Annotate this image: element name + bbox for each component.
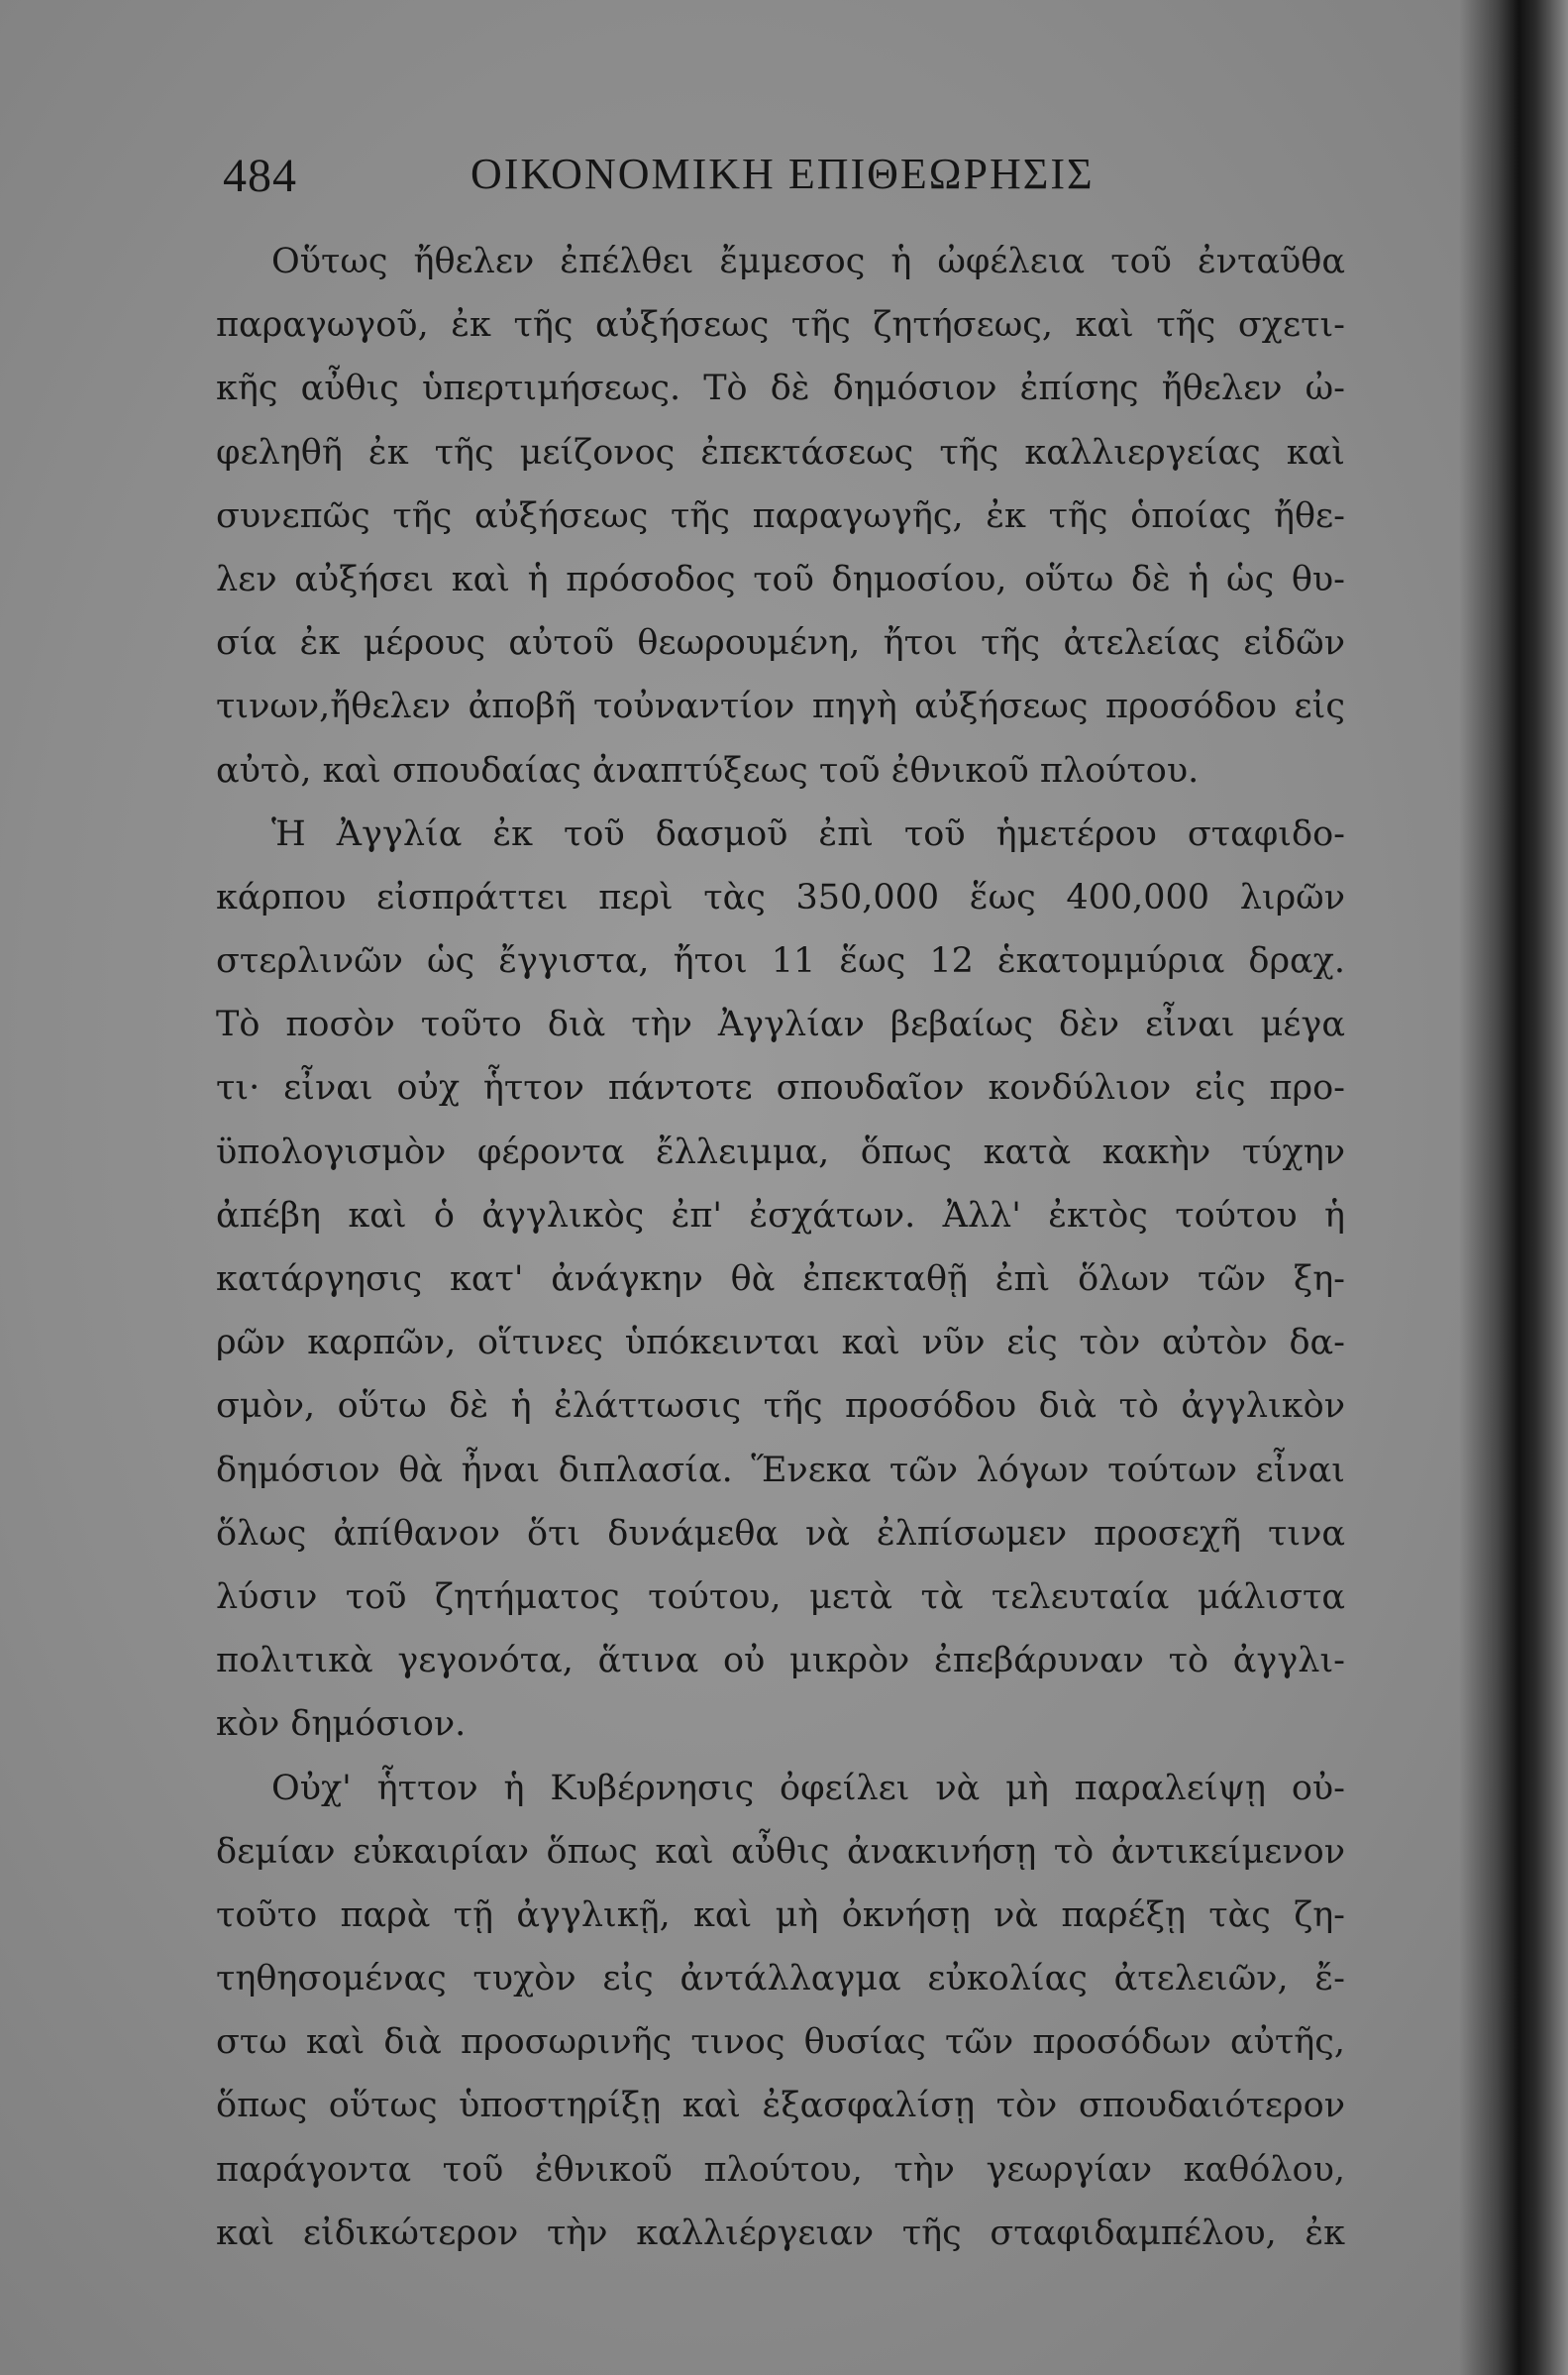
- text-line: τι· εἶναι οὐχ ἧττον πάντοτε σπουδαῖον κονδύλιον εἰς προ-: [216, 1068, 1345, 1109]
- text-line: τοῦτο παρὰ τῇ ἀγγλικῇ, καὶ μὴ ὀκνήσῃ νὰ παρέξῃ τὰς ζη-: [216, 1894, 1345, 1935]
- text-line: λεν αὐξήσει καὶ ἡ πρόσοδος τοῦ δημοσίου, οὕτω δὲ ἡ ὡς θυ-: [216, 559, 1345, 599]
- text-line: Οὕτως ἤθελεν ἐπέλθει ἔμμεσος ἡ ὠφέλεια τοῦ ἐνταῦθα: [271, 242, 1345, 281]
- book-gutter-shadow: [1459, 0, 1568, 2375]
- text-line: στω καὶ διὰ προσωρινῆς τινος θυσίας τῶν προσόδων αὐτῆς,: [216, 2022, 1345, 2063]
- text-line: τηθησομένας τυχὸν εἰς ἀντάλλαγμα εὐκολίας ἀτελειῶν, ἔ-: [216, 1959, 1345, 1999]
- text-line: φεληθῆ ἐκ τῆς μείζονος ἐπεκτάσεως τῆς καλλιεργείας καὶ: [216, 432, 1345, 473]
- body-text: [216, 230, 1345, 2265]
- text-line: τινων,ἤθελεν ἀποβῆ τοὐναντίον πηγὴ αὐξήσεως προσόδου εἰς: [216, 687, 1345, 727]
- text-line: ἀπέβη καὶ ὁ ἀγγλικὸς ἐπ' ἐσχάτων. Ἀλλ' ἐκτὸς τούτου ἡ: [216, 1195, 1345, 1236]
- text-line: δεμίαν εὐκαιρίαν ὅπως καὶ αὖθις ἀνακινήσῃ τὸ ἀντικείμενον: [216, 1831, 1345, 1872]
- text-line: παράγοντα τοῦ ἐθνικοῦ πλούτου, τὴν γεωργίαν καθόλου,: [216, 2149, 1345, 2190]
- paragraph-2: [216, 803, 1345, 1757]
- text-line: Οὐχ' ἧττον ἡ Κυβέρνησις ὀφείλει νὰ μὴ παραλείψῃ οὐ-: [271, 1768, 1345, 1808]
- text-line: κῆς αὖθις ὑπερτιμήσεως. Τὸ δὲ δημόσιον ἐπίσης ἤθελεν ὠ-: [216, 369, 1345, 409]
- running-title: ΟΙΚΟΝΟΜΙΚΗ ΕΠΙΘΕΩΡΗΣΙΣ: [470, 150, 1095, 198]
- page-header: [223, 149, 1293, 208]
- text-line: κὸν δημόσιον.: [216, 1704, 467, 1745]
- text-line: σία ἐκ μέρους αὐτοῦ θεωρουμένη, ἤτοι τῆς ἀτελείας εἰδῶν: [216, 623, 1345, 664]
- text-line: καὶ εἰδικώτερον τὴν καλλιέργειαν τῆς σταφιδαμπέλου, ἐκ: [216, 2213, 1345, 2253]
- text-line: δημόσιον θὰ ἦναι διπλασία. Ἕνεκα τῶν λόγων τούτων εἶναι: [216, 1450, 1345, 1490]
- text-line: ϋπολογισμὸν φέροντα ἔλλειμμα, ὅπως κατὰ κακὴν τύχην: [216, 1132, 1345, 1172]
- text-line: λύσιν τοῦ ζητήματος τούτου, μετὰ τὰ τελευταία μάλιστα: [216, 1576, 1345, 1617]
- paragraph-3: [216, 1757, 1345, 2266]
- page-number: 484: [223, 150, 297, 202]
- text-line: κατάργησις κατ' ἀνάγκην θὰ ἐπεκταθῇ ἐπὶ ὅλων τῶν ξη-: [216, 1259, 1345, 1299]
- text-line: σμὸν, οὕτω δὲ ἡ ἐλάττωσις τῆς προσόδου διὰ τὸ ἀγγλικὸν: [216, 1386, 1345, 1427]
- text-line: ὅπως οὕτως ὑποστηρίξῃ καὶ ἐξασφαλίσῃ τὸν σπουδαιότερον: [216, 2086, 1345, 2126]
- text-line: παραγωγοῦ, ἐκ τῆς αὐξήσεως τῆς ζητήσεως, καὶ τῆς σχετι-: [216, 305, 1345, 346]
- text-line: αὐτὸ, καὶ σπουδαίας ἀναπτύξεως τοῦ ἐθνικοῦ πλούτου.: [216, 750, 1200, 791]
- text-line: ρῶν καρπῶν, οἵτινες ὑπόκεινται καὶ νῦν εἰς τὸν αὐτὸν δα-: [216, 1323, 1345, 1363]
- text-line: συνεπῶς τῆς αὐξήσεως τῆς παραγωγῆς, ἐκ τῆς ὁποίας ἤθε-: [216, 495, 1345, 536]
- text-line: Τὸ ποσὸν τοῦτο διὰ τὴν Ἀγγλίαν βεβαίως δὲν εἶναι μέγα: [216, 1005, 1345, 1045]
- paragraph-1: [216, 230, 1345, 803]
- text-line: ὅλως ἀπίθανον ὅτι δυνάμεθα νὰ ἐλπίσωμεν προσεχῆ τινα: [216, 1513, 1345, 1554]
- text-line: Ἡ Ἀγγλία ἐκ τοῦ δασμοῦ ἐπὶ τοῦ ἡμετέρου σταφιδο-: [271, 813, 1345, 854]
- text-line: στερλινῶν ὡς ἔγγιστα, ἤτοι 11 ἕως 12 ἑκατομμύρια δραχ.: [216, 941, 1345, 982]
- text-line: κάρπου εἰσπράττει περὶ τὰς 350,000 ἕως 400,000 λιρῶν: [216, 877, 1345, 918]
- text-line: πολιτικὰ γεγονότα, ἅτινα οὐ μικρὸν ἐπεβάρυναν τὸ ἀγγλι-: [216, 1641, 1345, 1681]
